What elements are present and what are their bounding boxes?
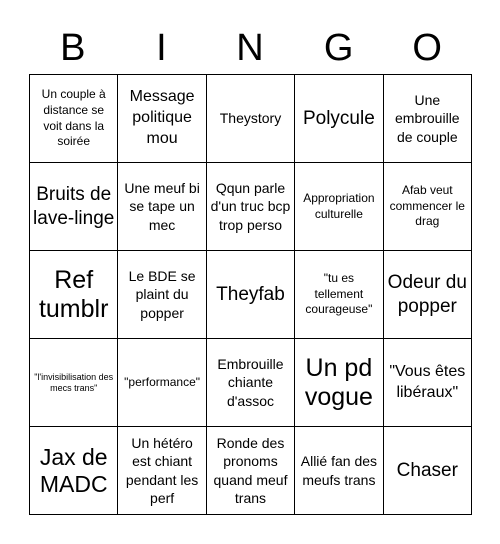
header-letter-g: G [323, 27, 355, 69]
bingo-board [29, 74, 472, 515]
header-letter-b: B [60, 27, 87, 69]
bingo-cell-r5c1[interactable] [30, 427, 118, 515]
cell-text: Afab veut commencer le drag [389, 183, 465, 229]
cell-text: Jax de MADC [39, 444, 108, 497]
bingo-cell-r4c4[interactable] [295, 339, 383, 427]
cell-text: Un pd vogue [304, 353, 373, 411]
bingo-cell-r4c2[interactable] [118, 339, 206, 427]
cell-text: "l'invisibilisation des mecs trans" [34, 371, 114, 393]
cell-text: Message politique mou [129, 88, 195, 147]
cell-text: Une embrouille de couple [395, 92, 460, 145]
bingo-cell-r2c1[interactable] [30, 163, 118, 251]
cell-text: Ronde des pronoms quand meuf trans [213, 435, 288, 506]
bingo-cell-r2c3[interactable] [207, 163, 295, 251]
cell-text: Le BDE se plaint du popper [128, 268, 196, 321]
cell-text: Un hétéro est chiant pendant les perf [125, 435, 199, 506]
bingo-header [29, 22, 472, 74]
bingo-cell-r4c5[interactable] [384, 339, 472, 427]
bingo-cell-r4c3[interactable] [207, 339, 295, 427]
bingo-cell-r3c4[interactable] [295, 251, 383, 339]
cell-text: Allié fan des meufs trans [300, 453, 378, 488]
cell-text: Theyfab [216, 283, 285, 305]
bingo-cell-r2c2[interactable] [118, 163, 206, 251]
bingo-cell-r3c1[interactable] [30, 251, 118, 339]
cell-text: Une meuf bi se tape un mec [124, 180, 200, 233]
bingo-cell-r5c3[interactable] [207, 427, 295, 515]
cell-text: Qqun parle d'un truc bcp trop perso [210, 180, 291, 233]
bingo-cell-r1c1[interactable] [30, 75, 118, 163]
bingo-cell-r2c4[interactable] [295, 163, 383, 251]
header-letter-n: N [236, 27, 265, 69]
cell-text: "Vous êtes libéraux" [389, 362, 466, 401]
cell-text: Odeur du popper [387, 271, 467, 317]
cell-text: Theystory [219, 110, 282, 127]
cell-text: Ref tumblr [38, 265, 109, 323]
cell-text: "performance" [124, 374, 201, 389]
bingo-cell-r5c5[interactable] [384, 427, 472, 515]
header-letter-o: O [412, 27, 443, 69]
bingo-cell-r3c2[interactable] [118, 251, 206, 339]
header-letter-i: I [156, 27, 168, 69]
cell-text: Embrouille chiante d'assoc [217, 356, 284, 409]
bingo-cell-r5c4[interactable] [295, 427, 383, 515]
cell-text: Bruits de lave-linge [33, 183, 115, 229]
bingo-cell-r3c5[interactable] [384, 251, 472, 339]
bingo-cell-r1c3[interactable] [207, 75, 295, 163]
cell-text: "tu es tellement courageuse" [305, 271, 373, 317]
bingo-cell-r3c3[interactable] [207, 251, 295, 339]
bingo-cell-r1c5[interactable] [384, 75, 472, 163]
cell-text: Un couple à distance se voit dans la soirée [41, 87, 106, 149]
bingo-cell-r1c4[interactable] [295, 75, 383, 163]
bingo-cell-r5c2[interactable] [118, 427, 206, 515]
bingo-cell-r1c2[interactable] [118, 75, 206, 163]
bingo-cell-r4c1[interactable] [30, 339, 118, 427]
cell-text: Polycule [302, 107, 375, 129]
cell-text: Appropriation culturelle [303, 190, 375, 221]
bingo-cell-r2c5[interactable] [384, 163, 472, 251]
cell-text: Chaser [396, 459, 458, 481]
